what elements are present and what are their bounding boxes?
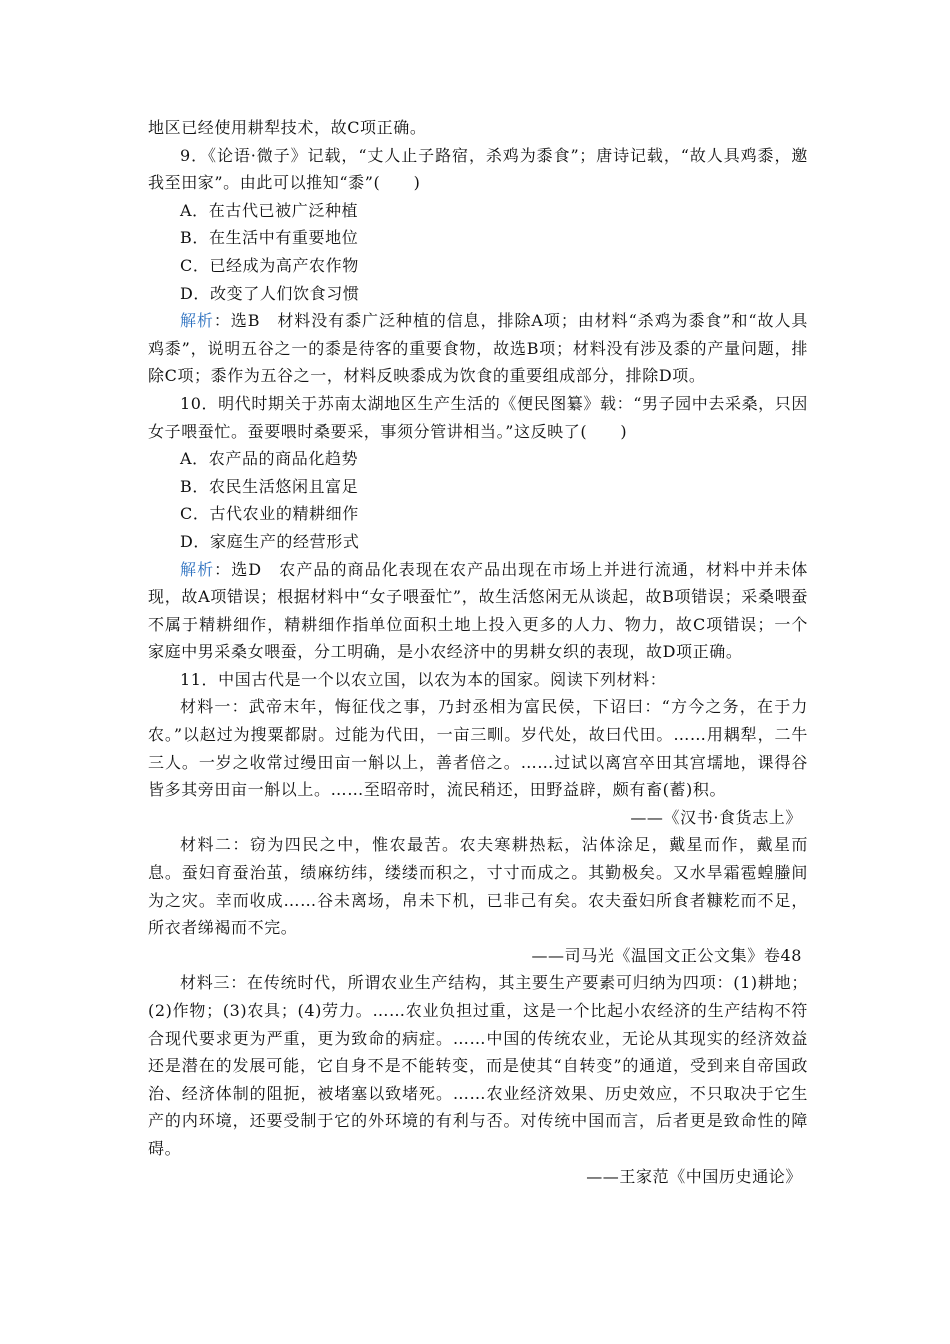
analysis-label: 解析 [180,311,214,331]
question-9: 9．《论语·微子》记载，“丈人止子路宿，杀鸡为黍食”；唐诗记载，“故人具鸡黍，邀我至田家”。由此可以推知“黍”( ) [148,145,808,193]
option-c: C．已经成为高产农作物 [180,255,359,275]
material-3-source: ——王家范《中国历史通论》 [586,1166,802,1186]
material-2: 材料二：窃为四民之中，惟农最苦。农夫寒耕热耘，沾体涂足，戴星而作，戴星而息。蚕妇育蚕治茧，绩麻纺纬，缕缕而积之，寸寸而成之。其勤极矣。又水旱霜雹蝗螣间为之灾。幸而收成……谷未离场，帛未下机，已非己有矣。农夫蚕妇所食者糠籺而不足，所衣者绨褐而不完。 [148,835,808,938]
continuation-line: 地区已经使用耕犁技术，故C项正确。 [148,118,427,137]
option-a: A．农产品的商品化趋势 [180,449,359,469]
analysis-label: 解析 [180,559,215,579]
material-1: 材料一：武帝末年，悔征伐之事，乃封丞相为富民侯，下诏曰：“方今之务，在于力农。”以赵过为搜粟都尉。过能为代田，一亩三甽。岁代处，故曰代田。……用耦犁，二牛三人。一岁之收常过缦田亩一斛以上，善者倍之。……过试以离宫卒田其宫壖地，课得谷皆多其旁田亩一斛以上。……至昭帝时，流民稍还，田野益辟，颇有畜(蓄)积。 [148,697,808,800]
option-d: D．改变了人们饮食习惯 [180,283,360,303]
material-2-source: ——司马光《温国文正公文集》卷48 [531,945,802,965]
option-b: B．在生活中有重要地位 [180,228,359,248]
option-b: B．农民生活悠闲且富足 [180,476,359,496]
analysis-10: 解析：选D 农产品的商品化表现在农产品出现在市场上并进行流通，材料中并未体现，故A项错误；根据材料中“女子喂蚕忙”，故生活悠闲无从谈起，故B项错误；采桑喂蚕不属于精耕细作，精耕细作指单位面积土地上投入更多的人力、物力，故C项错误；一个家庭中男采桑女喂蚕，分工明确，是小农经济中的男耕女织的表现，故D项正确。 [148,559,808,662]
material-3: 材料三：在传统时代，所谓农业生产结构，其主要生产要素可归纳为四项：(1)耕地；(2)作物；(3)农具；(4)劳力。……农业负担过重，这是一个比起小农经济的生产结构不符合现代要求更为严重，更为致命的病症。……中国的传统农业，无论从其现实的经济效益还是潜在的发展可能，它自身不是不能转变，而是使其“自转变”的通道，受到来自帝国政治、经济体制的阻扼，被堵塞以致堵死。……农业经济效果、历史效应，不只取决于它生产的内环境，还要受制于它的外环境的有利与否。对传统中国而言，后者更是致命性的障碍。 [148,973,808,1158]
question-10: 10．明代时期关于苏南太湖地区生产生活的《便民图纂》载：“男子园中去采桑，只因女子喂蚕忙。蚕要喂时桑要采，事须分管讲相当。”这反映了( ) [148,393,808,441]
material-1-source: ——《汉书·食货志上》 [630,807,802,827]
option-c: C．古代农业的精耕细作 [180,504,359,524]
analysis-9: 解析：选B 材料没有黍广泛种植的信息，排除A项；由材料“杀鸡为黍食”和“故人具鸡黍”，说明五谷之一的黍是待客的重要食物，故选B项；材料没有涉及黍的产量问题，排除C项；黍作为五谷之一，材料反映黍成为饮食的重要组成部分，排除D项。 [148,311,808,386]
option-a: A．在古代已被广泛种植 [180,200,359,220]
document-body [148,114,808,1190]
question-11: 11．中国古代是一个以农立国，以农为本的国家。阅读下列材料： [180,669,667,689]
option-d: D．家庭生产的经营形式 [180,531,360,551]
